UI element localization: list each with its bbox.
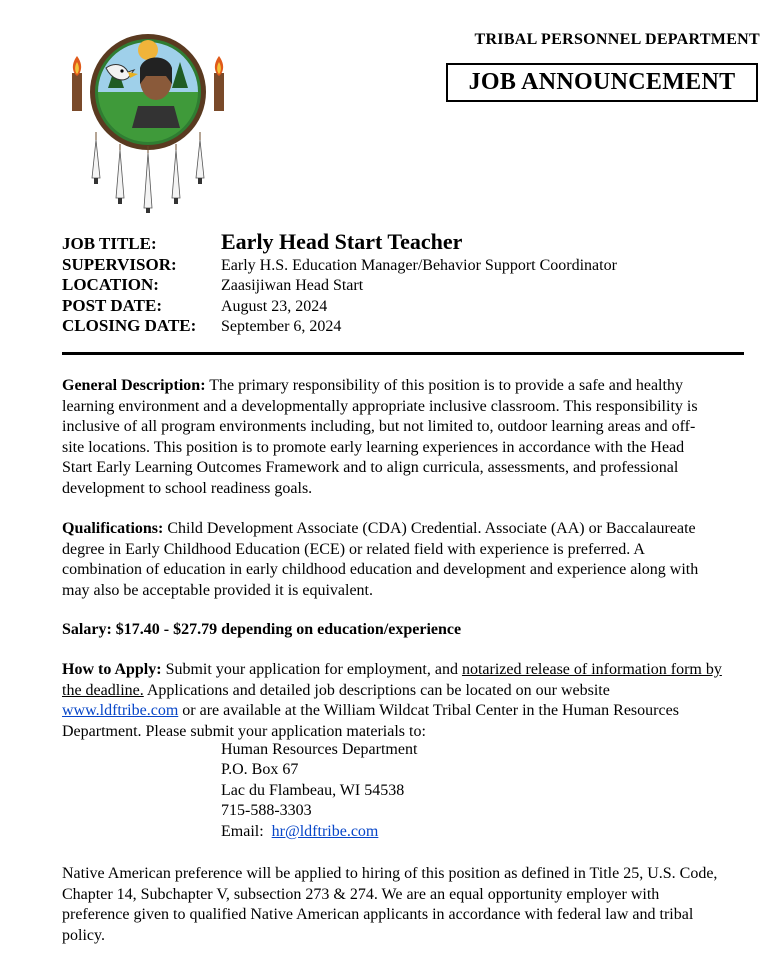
general-description bbox=[62, 376, 712, 499]
address-line-1: Human Resources Department bbox=[221, 741, 418, 758]
job-title-row bbox=[62, 229, 463, 255]
post-date-label: POST DATE: bbox=[62, 296, 162, 315]
divider bbox=[62, 352, 744, 355]
qualifications bbox=[62, 519, 712, 601]
job-title-value: Early Head Start Teacher bbox=[221, 229, 463, 254]
closing-date-value: September 6, 2024 bbox=[221, 318, 342, 335]
how-to-apply bbox=[62, 660, 722, 742]
how-to-apply-heading: How to Apply: bbox=[62, 661, 162, 678]
address-line-2: P.O. Box 67 bbox=[221, 761, 299, 778]
location-value: Zaasijiwan Head Start bbox=[221, 277, 364, 294]
email-link[interactable]: hr@ldftribe.com bbox=[271, 823, 379, 840]
general-description-heading: General Description: bbox=[62, 377, 206, 394]
supervisor-label: SUPERVISOR: bbox=[62, 255, 177, 274]
location-label: LOCATION: bbox=[62, 275, 159, 294]
supervisor-row bbox=[62, 255, 617, 276]
preference-statement: Native American preference will be applied to hiring of this position as defined in Title 25, U.S. Code, Chapter 14, Subchapter V, subsection 273 & 274. We are an equal opportunity employer with preference given to qualified Native American applicants in accordance with federal law and tribal policy. bbox=[62, 865, 718, 944]
qualifications-heading: Qualifications: bbox=[62, 520, 164, 537]
job-announcement-heading: JOB ANNOUNCEMENT bbox=[446, 63, 758, 102]
how-to-apply-text-2: Applications and detailed job descriptions can be located on our website bbox=[146, 681, 610, 699]
website-link[interactable]: www.ldftribe.com bbox=[62, 702, 179, 719]
closing-date-row bbox=[62, 316, 341, 337]
job-title-label: JOB TITLE: bbox=[62, 234, 157, 253]
address-line-3: Lac du Flambeau, WI 54538 bbox=[221, 782, 405, 799]
post-date-value: August 23, 2024 bbox=[221, 298, 328, 315]
supervisor-value: Early H.S. Education Manager/Behavior Support Coordinator bbox=[221, 257, 617, 274]
how-to-apply-text-3: or are available at the William Wildcat Tribal Center in the Human Resources Department. Please submit your application materials to: bbox=[62, 702, 679, 740]
email-row bbox=[221, 822, 378, 842]
general-description-text: The primary responsibility of this position is to provide a safe and healthy learning environment and a developmentally appropriate inclusive classroom. This responsibility is inclusive of all program environments including, but not limited to, outdoor learning areas and off-site locations. This position is to promote early learning experiences in accordance with the Head Start Early Learning Outcomes Framework and to align curricula, assessments, and professional development to school readiness goals. bbox=[62, 377, 698, 497]
qualifications-text: Child Development Associate (CDA) Credential. Associate (AA) or Baccalaureate degree in Early Childhood Education (ECE) or related field with experience is preferred. A combination of education in early childhood education and development and experience along with may also be acceptable provided it is equivalent. bbox=[62, 520, 699, 599]
post-date-row bbox=[62, 296, 327, 317]
email-label: Email: bbox=[221, 823, 264, 840]
department-title: TRIBAL PERSONNEL DEPARTMENT bbox=[474, 31, 760, 48]
phone-number: 715-588-3303 bbox=[221, 802, 312, 819]
closing-date-label: CLOSING DATE: bbox=[62, 316, 197, 335]
how-to-apply-text-1: Submit your application for employment, and bbox=[165, 661, 458, 678]
salary: Salary: $17.40 - $27.79 depending on education/experience bbox=[62, 621, 462, 638]
location-row bbox=[62, 275, 363, 296]
tribal-seal-icon bbox=[68, 28, 228, 213]
notarized-release-note: notarized release of information form by the deadline. bbox=[62, 661, 722, 699]
